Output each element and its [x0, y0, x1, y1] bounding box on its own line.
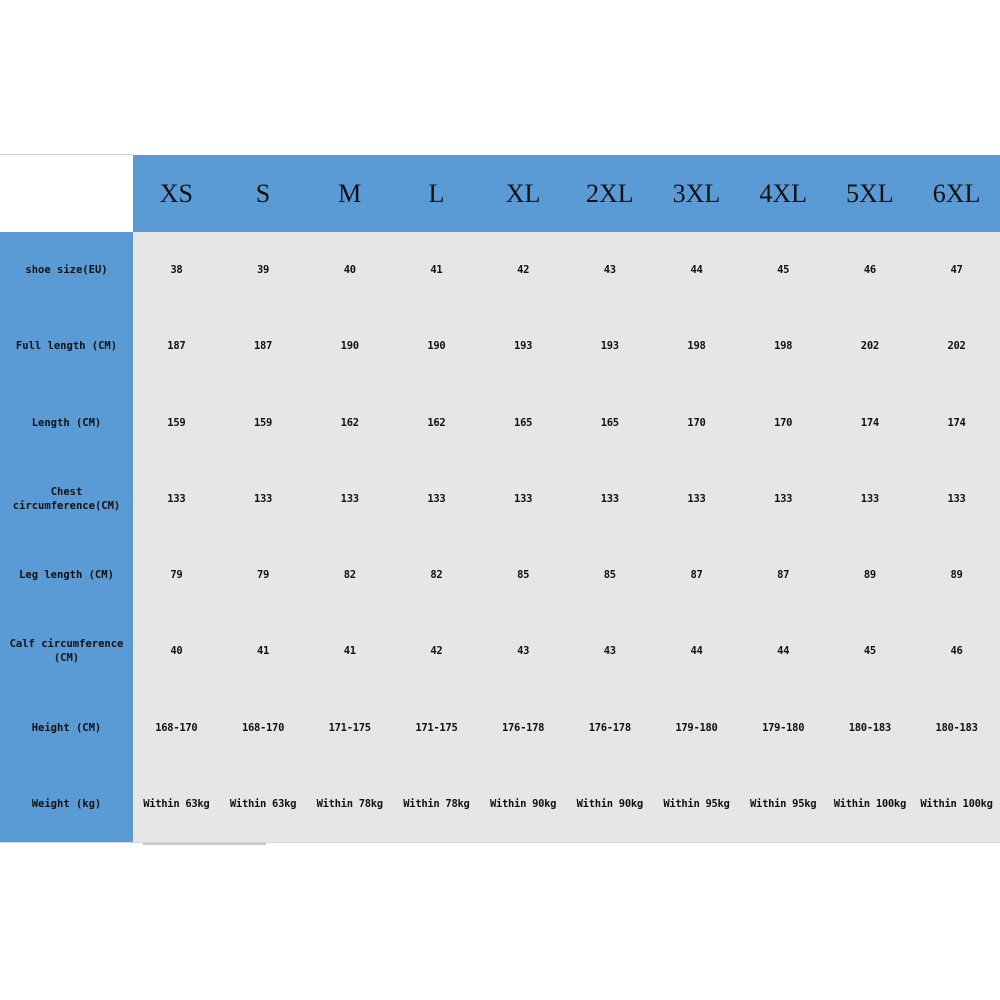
scrollbar-thumb[interactable]: [143, 843, 266, 845]
table-cell: 174: [860, 416, 879, 429]
row-label-height: Height (CM): [31, 721, 102, 734]
table-cell: 133: [427, 492, 446, 505]
table-cell: 42: [517, 264, 530, 277]
table-cell: 133: [514, 492, 533, 505]
row-label-length: Length (CM): [31, 416, 102, 429]
table-cell: 45: [777, 264, 790, 277]
table-cell: 133: [774, 492, 793, 505]
size-header-cell: 6XL: [932, 178, 981, 208]
table-cell: 43: [603, 264, 616, 277]
row-label-calf: Calf circumference (CM): [9, 638, 124, 665]
table-cell: 176-178: [502, 721, 545, 734]
table-cell: 174: [947, 416, 966, 429]
table-cell: 44: [777, 645, 790, 658]
table-cell: 180-183: [848, 721, 891, 734]
table-cell: 190: [427, 340, 446, 353]
table-cell: 133: [167, 492, 186, 505]
table-cell: 133: [600, 492, 619, 505]
table-cell: 179-180: [762, 721, 805, 734]
table-row: [133, 232, 1000, 308]
row-label-leg-length: Leg length (CM): [19, 569, 114, 582]
table-cell: 159: [253, 416, 273, 429]
table-cell: Within 95kg: [663, 797, 730, 810]
table-cell: 41: [430, 264, 443, 277]
table-cell: 133: [340, 492, 359, 505]
table-cell: 168-170: [155, 721, 198, 734]
table-row: [133, 308, 1000, 384]
table-cell: 85: [603, 569, 616, 582]
table-cell: 85: [517, 569, 530, 582]
table-cell: 87: [690, 569, 703, 582]
table-cell: Within 78kg: [403, 797, 470, 810]
table-cell: 165: [514, 416, 533, 429]
size-header-cell: 3XL: [672, 178, 721, 208]
table-cell: 41: [257, 645, 270, 658]
table-cell: 159: [167, 416, 186, 429]
table-cell: 44: [690, 264, 703, 277]
size-header-row: [133, 155, 1000, 232]
table-cell: 190: [340, 340, 359, 353]
table-cell: 46: [950, 645, 963, 658]
table-cell: 87: [777, 569, 790, 582]
size-header-cell: M: [338, 178, 362, 208]
table-cell: 42: [430, 645, 443, 658]
table-cell: 89: [950, 569, 963, 582]
table-cell: 45: [863, 645, 876, 658]
table-cell: 44: [690, 645, 703, 658]
table-cell: 133: [860, 492, 879, 505]
table-cell: Within 100kg: [920, 797, 993, 810]
table-row: [133, 766, 1000, 842]
table-cell: 180-183: [935, 721, 978, 734]
size-header-cell: XL: [505, 178, 541, 208]
table-cell: 43: [603, 645, 616, 658]
table-cell: Within 100kg: [833, 797, 906, 810]
table-cell: 193: [600, 340, 619, 353]
table-cell: 168-170: [241, 721, 285, 734]
table-cell: 170: [687, 416, 706, 429]
measurement-label-column: [0, 232, 133, 842]
table-cell: 179-180: [675, 721, 718, 734]
row-label-full-length: Full length (CM): [15, 340, 118, 353]
table-cell: 165: [600, 416, 619, 429]
table-cell: Within 90kg: [576, 797, 643, 810]
table-cell: 193: [514, 340, 533, 353]
size-header-cell: 5XL: [846, 178, 894, 208]
table-cell: Within 63kg: [229, 797, 297, 810]
row-label-weight: Weight (kg): [31, 797, 102, 810]
table-cell: 202: [947, 340, 966, 353]
table-cell: 47: [950, 264, 963, 277]
table-cell: 176-178: [588, 721, 631, 734]
table-cell: 133: [687, 492, 706, 505]
measurement-grid: [133, 232, 1000, 842]
table-cell: Within 63kg: [143, 797, 210, 810]
table-cell: 39: [257, 264, 270, 277]
table-row: [133, 613, 1000, 689]
table-cell: 187: [167, 340, 186, 353]
table-cell: 162: [427, 416, 446, 429]
table-cell: 41: [343, 645, 356, 658]
table-cell: Within 90kg: [489, 797, 557, 810]
table-cell: 82: [430, 569, 443, 582]
table-cell: 89: [863, 569, 876, 582]
table-row: [133, 385, 1000, 461]
table-row: [133, 537, 1000, 613]
table-cell: 43: [517, 645, 530, 658]
size-header-cell: S: [255, 178, 271, 208]
table-cell: 38: [170, 264, 183, 277]
table-cell: 198: [774, 340, 793, 353]
size-header-cell: 4XL: [759, 178, 807, 208]
table-cell: 162: [340, 416, 359, 429]
table-cell: 198: [687, 340, 706, 353]
row-label-chest: Chest circumference(CM): [12, 485, 121, 512]
table-cell: 46: [863, 264, 876, 277]
table-cell: 40: [170, 645, 183, 658]
table-cell: 82: [343, 569, 356, 582]
table-cell: 40: [343, 264, 356, 277]
table-cell: 133: [253, 492, 273, 505]
table-cell: Within 95kg: [750, 797, 817, 810]
table-cell: 202: [860, 340, 879, 353]
table-row: [133, 690, 1000, 766]
corner-cell: [0, 155, 133, 232]
table-cell: 170: [774, 416, 793, 429]
table-cell: 171-175: [415, 721, 458, 734]
table-cell: 79: [170, 569, 183, 582]
table-cell: 187: [253, 340, 273, 353]
table-cell: 79: [257, 569, 270, 582]
table-cell: 133: [947, 492, 966, 505]
size-chart-table: [0, 155, 1000, 842]
table-row: [133, 461, 1000, 537]
size-header-cell: 2XL: [585, 178, 634, 208]
table-cell: Within 78kg: [316, 797, 383, 810]
size-header-cell: L: [428, 178, 445, 208]
size-header-cell: XS: [159, 178, 193, 208]
table-cell: 171-175: [328, 721, 371, 734]
row-label-shoe-size: shoe size(EU): [25, 264, 108, 277]
